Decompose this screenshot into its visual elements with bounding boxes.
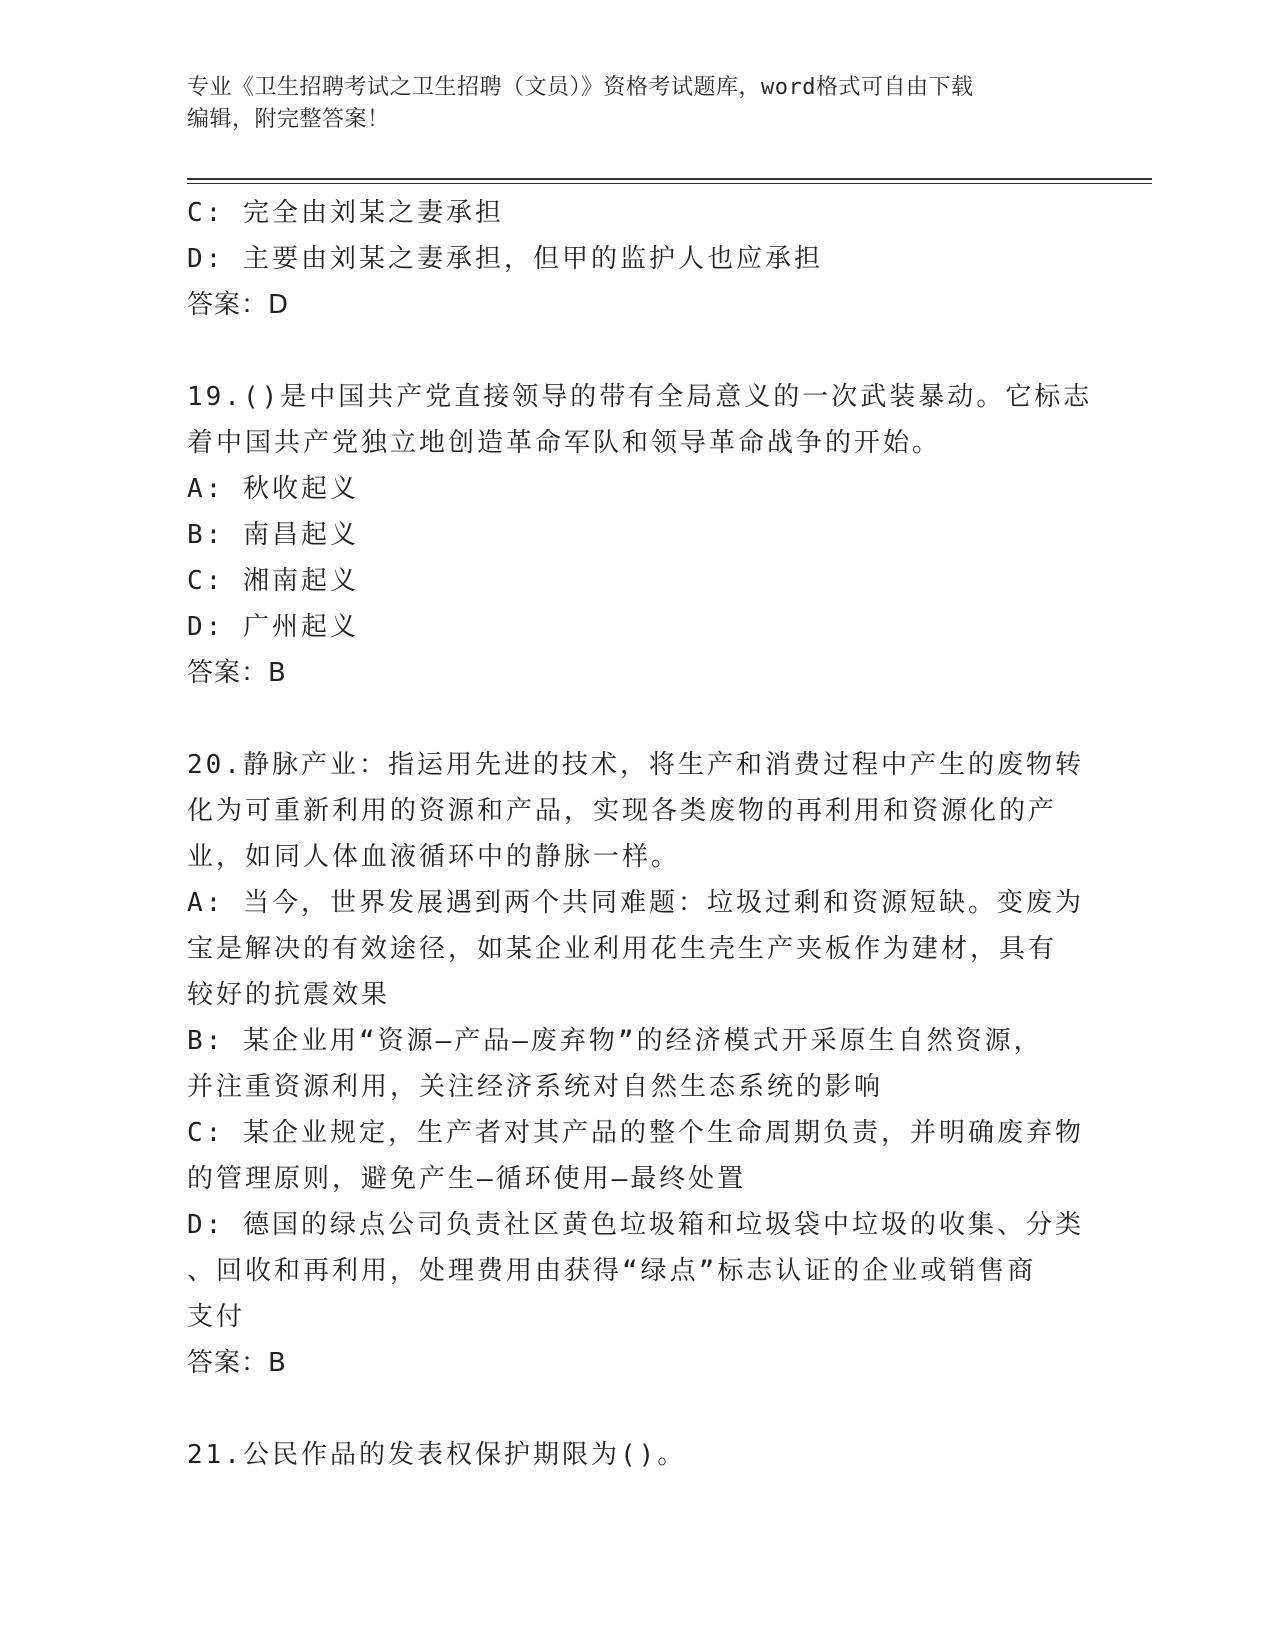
- spacer: [187, 328, 1087, 374]
- option-d: D: 广州起义: [187, 612, 359, 642]
- question-19: [187, 374, 1093, 696]
- option-a-continued: 宝是解决的有效途径，如某企业利用花生壳生产夹板作为建材，具有: [187, 934, 1058, 964]
- document-header: [187, 72, 1067, 136]
- option-c: C: 某企业规定，生产者对其产品的整个生命周期负责，并明确废弃物: [187, 1118, 1084, 1148]
- question-stem-line: 20.静脉产业：指运用先进的技术，将生产和消费过程中产生的废物转: [187, 750, 1084, 780]
- question-21: [187, 1432, 1087, 1478]
- question-stem-line: 21.公民作品的发表权保护期限为()。: [187, 1440, 687, 1470]
- header-divider-thick: [187, 178, 1152, 180]
- option-d: D: 德国的绿点公司负责社区黄色垃圾箱和垃圾袋中垃圾的收集、分类: [187, 1210, 1084, 1240]
- answer-label: 答案：D: [187, 290, 290, 320]
- option-b: B: 某企业用“资源—产品—废弃物”的经济模式开采原生自然资源，: [187, 1026, 1043, 1056]
- answer-label: 答案：B: [187, 1348, 287, 1378]
- option-d: D: 主要由刘某之妻承担，但甲的监护人也应承担: [187, 244, 823, 274]
- option-a: A: 当今，世界发展遇到两个共同难题：垃圾过剩和资源短缺。变废为: [187, 888, 1084, 918]
- option-a: A: 秋收起义: [187, 474, 359, 504]
- question-stem-line: 业，如同人体血液循环中的静脉一样。: [187, 842, 681, 872]
- header-divider-thin: [187, 183, 1152, 184]
- option-c: C: 湘南起义: [187, 566, 359, 596]
- question-stem-line: 着中国共产党独立地创造革命军队和领导革命战争的开始。: [187, 428, 942, 458]
- question-20: [187, 742, 1087, 1386]
- option-c-continued: 的管理原则，避免产生—循环使用—最终处置: [187, 1164, 747, 1194]
- answer-label: 答案：B: [187, 658, 287, 688]
- question-18-tail: [187, 190, 1087, 328]
- question-content: [187, 190, 1093, 1478]
- header-line-1: 专业《卫生招聘考试之卫生招聘（文员）》资格考试题库，word格式可自由下载: [187, 75, 974, 100]
- option-b: B: 南昌起义: [187, 520, 359, 550]
- option-a-continued: 较好的抗震效果: [187, 980, 391, 1010]
- option-b-continued: 并注重资源利用，关注经济系统对自然生态系统的影响: [187, 1072, 884, 1102]
- question-stem-line: 19.()是中国共产党直接领导的带有全局意义的一次武装暴动。它标志: [187, 382, 1093, 412]
- option-c: C: 完全由刘某之妻承担: [187, 198, 504, 228]
- spacer: [187, 696, 1087, 742]
- question-stem-line: 化为可重新利用的资源和产品，实现各类废物的再利用和资源化的产: [187, 796, 1058, 826]
- option-d-continued: 支付: [187, 1302, 246, 1332]
- option-d-continued: 、回收和再利用，处理费用由获得“绿点”标志认证的企业或销售商: [187, 1256, 1037, 1286]
- spacer: [187, 1386, 1087, 1432]
- header-line-2: 编辑，附完整答案！: [187, 107, 390, 132]
